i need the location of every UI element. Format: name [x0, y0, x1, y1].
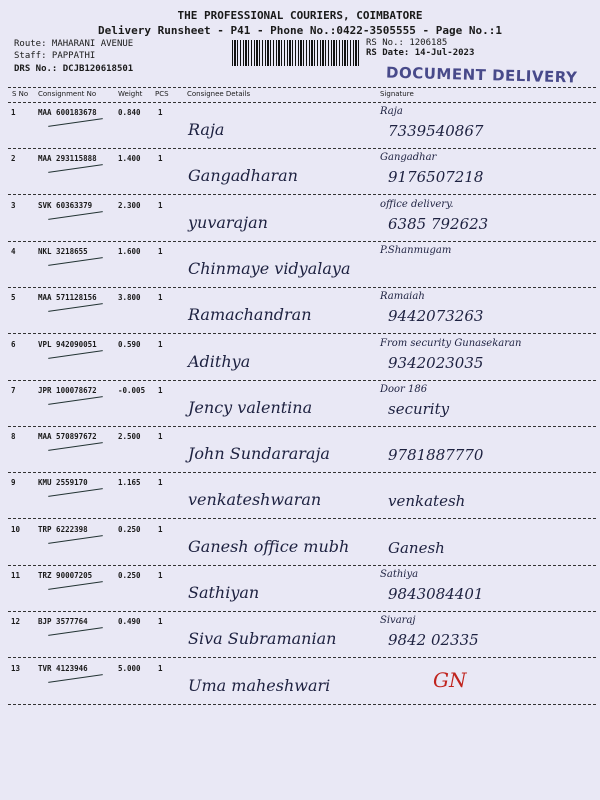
signature-line-2: 9842 02335: [388, 631, 479, 650]
signature-line-2: security: [388, 399, 450, 418]
checkmark-stroke: [48, 211, 103, 220]
consignee-handwriting: Ramachandran: [188, 305, 312, 325]
weight-value: 0.840: [118, 108, 141, 117]
row-sno: 3: [11, 200, 16, 210]
col-header-pcs: PCS: [155, 90, 169, 98]
consignee-handwriting: Ganesh office mubh: [188, 536, 350, 556]
signature-line-1: Gangadhar: [380, 152, 437, 164]
rs-number: RS No.: 1206185: [366, 38, 448, 48]
row-divider: [8, 148, 596, 149]
table-row: [8, 243, 596, 289]
pcs-value: 1: [158, 478, 163, 488]
checkmark-stroke: [48, 303, 103, 312]
consignee-handwriting: Jency valentina: [188, 397, 313, 417]
signature-line-1: Ramaiah: [380, 291, 425, 303]
col-header-consignment: Consignment No: [38, 90, 97, 98]
consignee-handwriting: venkateshwaran: [188, 490, 322, 510]
pcs-value: 1: [158, 154, 163, 164]
weight-value: 1.165: [118, 478, 141, 488]
row-sno: 1: [11, 108, 16, 117]
pcs-value: 1: [158, 246, 163, 256]
pcs-value: 1: [158, 108, 163, 117]
checkmark-stroke: [48, 581, 103, 590]
signature-line-1: office delivery.: [380, 198, 454, 210]
consignee-handwriting: Adithya: [188, 351, 251, 371]
table-row: [8, 660, 596, 706]
table-row: [8, 336, 596, 382]
checkmark-stroke: [48, 627, 103, 636]
checkmark-stroke: [48, 489, 103, 498]
consignee-handwriting: Chinmaye vidyalaya: [188, 258, 351, 278]
checkmark-stroke: [48, 118, 103, 127]
table-row: [8, 567, 596, 613]
checkmark-stroke: [48, 674, 103, 683]
document-delivery-stamp: DOCUMENT DELIVERY: [385, 63, 578, 87]
table-row: [8, 474, 596, 520]
weight-value: 3.800: [118, 293, 141, 303]
row-sno: 8: [11, 432, 16, 442]
row-sno: 4: [11, 246, 16, 256]
weight-value: -0.005: [118, 385, 146, 395]
checkmark-stroke: [48, 257, 103, 266]
consignment-number: NKL 3218655: [38, 246, 88, 256]
col-header-consignee: Consignee Details: [187, 90, 251, 98]
row-sno: 12: [11, 617, 21, 627]
header-top-rule: [8, 87, 596, 88]
header-bottom-rule: [8, 102, 596, 103]
pcs-value: 1: [158, 524, 163, 534]
row-divider: [8, 194, 596, 195]
pcs-value: 1: [158, 339, 163, 349]
pcs-value: 1: [158, 200, 163, 210]
row-sno: 9: [11, 478, 16, 488]
row-sno: 10: [11, 524, 21, 534]
row-divider: [8, 241, 596, 242]
row-sno: 2: [11, 154, 16, 164]
consignment-number: VPL 942090051: [38, 339, 97, 349]
signature-line-2: Ganesh: [388, 538, 445, 557]
consignee-handwriting: Raja: [188, 120, 225, 139]
consignment-number: KMU 2559170: [38, 478, 88, 488]
staff-label: Staff: PAPPATHI: [14, 51, 96, 61]
barcode-image: [232, 40, 360, 66]
row-divider: [8, 287, 596, 288]
row-divider: [8, 472, 596, 473]
signature-line-1: Raja: [380, 106, 403, 117]
signature-line-2: 9442073263: [388, 307, 484, 326]
pcs-value: 1: [158, 432, 163, 442]
pcs-value: 1: [158, 571, 163, 580]
consignment-number: TRZ 90007205: [38, 571, 93, 580]
table-row: [8, 104, 596, 150]
consignee-handwriting: Uma maheshwari: [188, 675, 331, 695]
consignment-number: MAA 570897672: [38, 432, 97, 442]
row-divider: [8, 333, 596, 334]
consignment-number: BJP 3577764: [38, 617, 88, 627]
table-row: [8, 382, 596, 428]
table-row: [8, 428, 596, 474]
signature-line-2: GN: [433, 667, 467, 692]
row-divider: [8, 611, 596, 612]
signature-line-2: venkatesh: [388, 492, 466, 511]
company-title: THE PROFESSIONAL COURIERS, COIMBATORE: [177, 9, 423, 22]
row-divider: [8, 426, 596, 427]
table-row: [8, 613, 596, 659]
consignment-number: JPR 100078672: [38, 385, 97, 395]
pcs-value: 1: [158, 663, 163, 673]
consignee-handwriting: Siva Subramanian: [188, 629, 337, 649]
col-header-sno: S No: [12, 90, 29, 98]
pcs-value: 1: [158, 617, 163, 627]
table-row: [8, 150, 596, 196]
consignee-handwriting: yuvarajan: [188, 212, 268, 232]
col-header-weight: Weight: [118, 90, 143, 98]
row-sno: 7: [11, 385, 16, 395]
checkmark-stroke: [48, 164, 103, 173]
signature-line-2: 6385 792623: [388, 214, 489, 233]
weight-value: 1.600: [118, 246, 141, 256]
table-row: [8, 521, 596, 567]
weight-value: 1.400: [118, 154, 141, 164]
pcs-value: 1: [158, 385, 163, 395]
row-divider: [8, 565, 596, 566]
consignee-handwriting: Sathiyan: [188, 583, 260, 602]
consignee-handwriting: John Sundararaja: [188, 444, 330, 464]
consignment-number: MAA 293115888: [38, 154, 97, 164]
table-row: [8, 289, 596, 335]
signature-line-2: 9176507218: [388, 168, 484, 187]
signature-line-2: 7339540867: [388, 122, 484, 140]
checkmark-stroke: [48, 396, 103, 405]
rs-date: RS Date: 14-Jul-2023: [366, 48, 475, 58]
signature-line-2: 9843084401: [388, 585, 484, 603]
consignee-handwriting: Gangadharan: [188, 166, 298, 186]
pcs-value: 1: [158, 293, 163, 303]
row-sno: 5: [11, 293, 16, 303]
consignment-number: SVK 60363379: [38, 200, 93, 210]
weight-value: 5.000: [118, 663, 141, 673]
row-sno: 6: [11, 339, 16, 349]
consignment-number: MAA 600183678: [38, 108, 97, 117]
drs-number: DRS No.: DCJB120618501: [14, 64, 134, 74]
consignment-number: TVR 4123946: [38, 663, 88, 673]
signature-line-1: From security Gunasekaran: [380, 337, 522, 349]
checkmark-stroke: [48, 442, 103, 451]
weight-value: 2.500: [118, 432, 141, 442]
runsheet-subtitle: Delivery Runsheet - P41 - Phone No.:0422-3505555 - Page No.:1: [98, 24, 502, 37]
row-divider: [8, 380, 596, 381]
signature-line-1: Sivaraj: [380, 615, 416, 627]
signature-line-2: 9781887770: [388, 446, 484, 465]
weight-value: 0.490: [118, 617, 141, 627]
row-sno: 11: [11, 571, 21, 580]
consignment-number: MAA 571128156: [38, 293, 97, 303]
row-divider: [8, 704, 596, 705]
row-divider: [8, 518, 596, 519]
weight-value: 2.300: [118, 200, 141, 210]
consignment-number: TRP 6222398: [38, 524, 88, 534]
signature-line-2: 9342023035: [388, 353, 484, 372]
route-label: Route: MAHARANI AVENUE: [14, 39, 134, 49]
col-header-signature: Signature: [380, 90, 414, 98]
weight-value: 0.590: [118, 339, 141, 349]
weight-value: 0.250: [118, 524, 141, 534]
signature-line-1: P.Shanmugam: [380, 244, 452, 256]
row-sno: 13: [11, 663, 21, 673]
signature-line-1: Door 186: [380, 383, 428, 395]
weight-value: 0.250: [118, 571, 141, 580]
signature-line-1: Sathiya: [380, 569, 419, 580]
row-divider: [8, 657, 596, 658]
table-row: [8, 197, 596, 243]
checkmark-stroke: [48, 350, 103, 359]
checkmark-stroke: [48, 535, 103, 544]
